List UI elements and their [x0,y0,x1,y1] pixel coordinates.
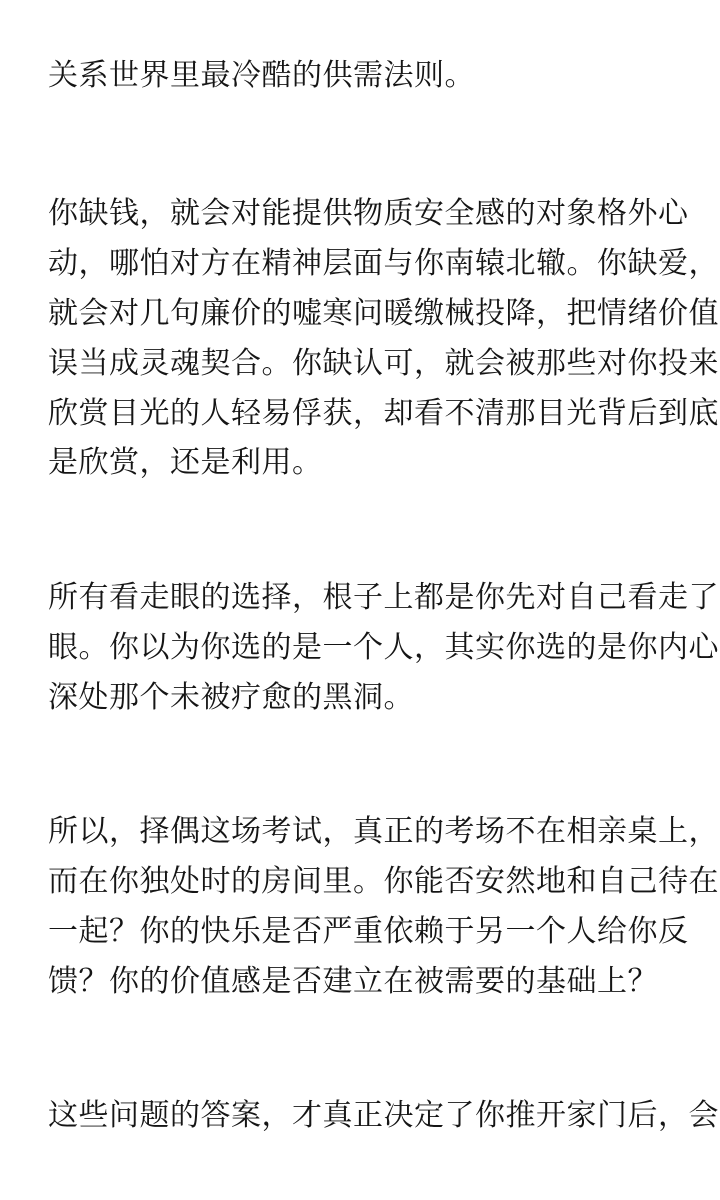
paragraph-2-line-4: 误当成灵魂契合。你缺认可，就会被那些对你投来 [48,346,719,381]
paragraph-2-line-3: 就会对几句廉价的嘘寒问暖缴械投降，把情绪价值 [48,296,719,331]
paragraph-4-line-4: 馈？你的价值感是否建立在被需要的基础上？ [48,964,658,999]
paragraph-4-line-1: 所以，择偶这场考试，真正的考场不在相亲桌上， [48,814,719,849]
paragraph-3-line-3: 深处那个未被疗愈的黑洞。 [48,680,414,715]
paragraph-3-line-1: 所有看走眼的选择，根子上都是你先对自己看走了 [48,580,719,615]
paragraph-2-line-2: 动，哪怕对方在精神层面与你南辕北辙。你缺爱， [48,246,719,281]
paragraph-3-line-2: 眼。你以为你选的是一个人，其实你选的是你内心 [48,630,719,665]
paragraph-4-line-3: 一起？你的快乐是否严重依赖于另一个人给你反 [48,914,689,949]
paragraph-5-line-1: 这些问题的答案，才真正决定了你推开家门后，会 [48,1098,719,1133]
paragraph-2-line-5: 欣赏目光的人轻易俘获，却看不清那目光背后到底 [48,396,719,431]
paragraph-4-line-2: 而在你独处时的房间里。你能否安然地和自己待在 [48,864,719,899]
paragraph-2-line-1: 你缺钱，就会对能提供物质安全感的对象格外心 [48,196,689,231]
paragraph-2-line-6: 是欣赏，还是利用。 [48,445,323,480]
paragraph-1-line-1: 关系世界里最冷酷的供需法则。 [48,58,475,93]
